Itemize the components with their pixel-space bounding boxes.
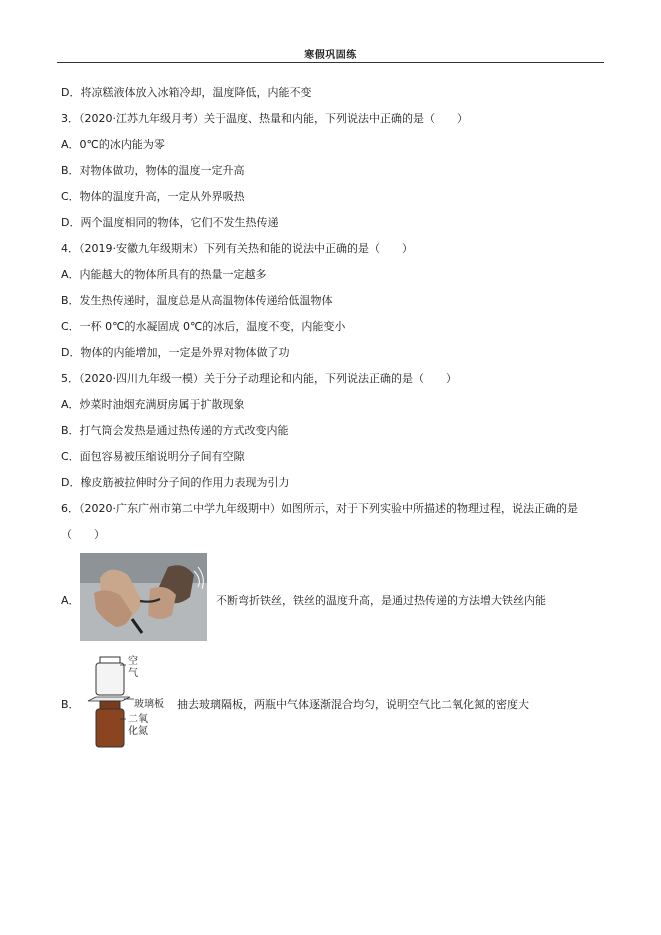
question-5-stem: 5．（2020·四川九年级一模）关于分子动理论和内能，下列说法正确的是（ ） [61,372,457,385]
header-divider [57,62,604,63]
question-4-stem: 4．（2019·安徽九年级期末）下列有关热和能的说法中正确的是（ ） [61,242,413,255]
hands-bending-wire-illustration [80,553,207,641]
question-3-option-d: D．两个温度相同的物体，它们不发生热传递 [61,216,279,229]
question-6-option-b-label: B． [61,698,80,711]
question-3-option-b: B．对物体做功，物体的温度一定升高 [61,164,245,177]
page-header-title: 寒假巩固练 [304,50,357,61]
question-5-option-a: A．炒菜时油烟充满厨房属于扩散现象 [61,398,245,411]
question-3-option-a: A．0℃的冰内能为零 [61,138,165,151]
question-3-option-c: C．物体的温度升高，一定从外界吸热 [61,190,245,203]
figure-label-nitrogen-dioxide: 二氧化氮 [128,714,148,737]
question-2-option-d: D．将凉糕液体放入冰箱冷却，温度降低，内能不变 [61,86,312,99]
figure-label-air: 空气 [128,656,138,679]
figure-label-glass-plate: 玻璃板 [134,699,164,710]
bending-wire-photo [80,553,207,641]
question-6-stem-cont: （ ） [61,528,105,541]
question-6-option-b-text: 抽去玻璃隔板，两瓶中气体逐渐混合均匀，说明空气比二氧化氮的密度大 [177,698,529,711]
question-5-option-c: C．面包容易被压缩说明分子间有空隙 [61,450,245,463]
question-5-option-d: D．橡皮筋被拉伸时分子间的作用力表现为引力 [61,476,290,489]
question-4-option-c: C．一杯 0℃的水凝固成 0℃的冰后，温度不变，内能变小 [61,320,346,333]
question-4-option-b: B．发生热传递时，温度总是从高温物体传递给低温物体 [61,294,333,307]
question-4-option-d: D．物体的内能增加，一定是外界对物体做了功 [61,346,290,359]
question-6-stem: 6．（2020·广东广州市第二中学九年级期中）如图所示，对于下列实验中所描述的物理过程，说法正确的是 [61,502,578,515]
question-6-option-a-label: A． [61,594,80,607]
question-3-stem: 3．（2020·江苏九年级月考）关于温度、热量和内能，下列说法中正确的是（ ） [61,112,468,125]
question-5-option-b: B．打气筒会发热是通过热传递的方式改变内能 [61,424,289,437]
question-4-option-a: A．内能越大的物体所具有的热量一定越多 [61,268,267,281]
question-6-option-a-text: 不断弯折铁丝，铁丝的温度升高，是通过热传递的方法增大铁丝内能 [216,594,546,607]
